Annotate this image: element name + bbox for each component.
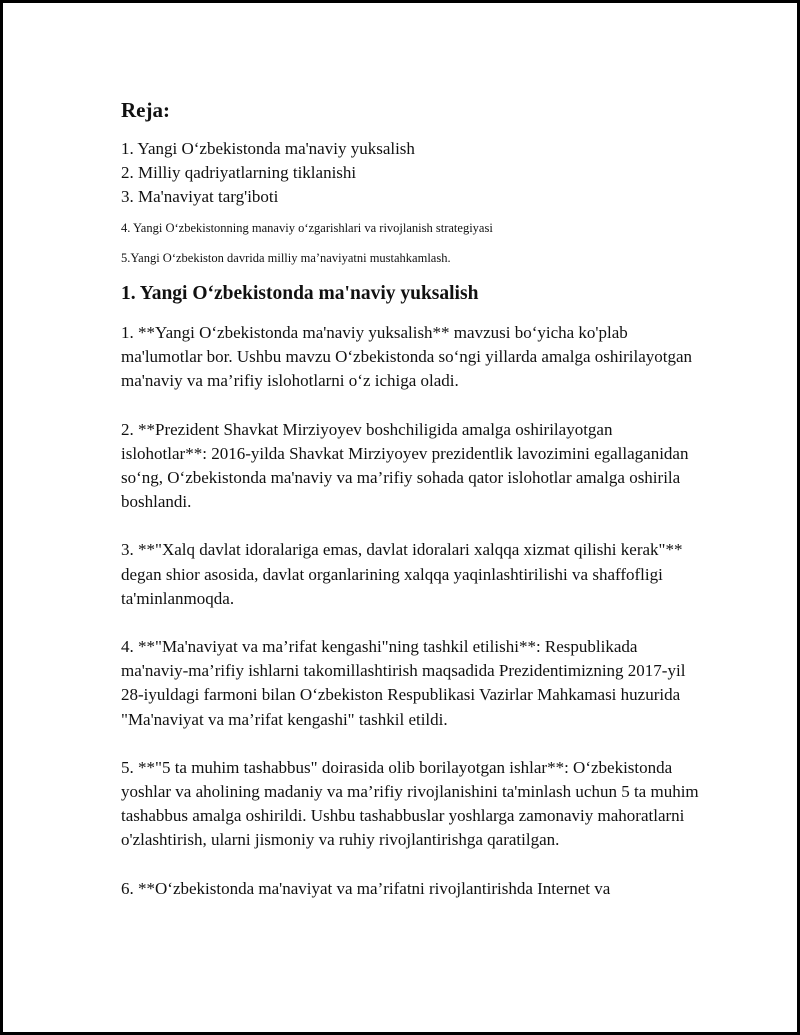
plan-item-3: 3. Ma'naviyat targ'iboti <box>121 187 279 206</box>
paragraph-6: 6. **O‘zbekistonda ma'naviyat va ma’rifatni rivojlantirishda Internet va <box>121 878 611 898</box>
section-heading: 1. Yangi O‘zbekistonda ma'naviy yuksalish <box>121 283 479 304</box>
paragraph-4: 4. **"Ma'naviyat va ma’rifat kengashi"ning tashkil etilishi**: Respublikada ma'naviy-ma’rifiy ishlarni takomillashtirish maqsadida Prezidentimizning 2017-yil 28-iyuldagi farmoni bilan O‘zbekiston Respublikasi Vazirlar Mahkamasi huzurida "Ma'naviyat va ma’rifat kengashi" tashkil etildi. <box>121 637 686 729</box>
paragraph-5: 5. **"5 ta muhim tashabbus" doirasida olib borilayotgan ishlar**: O‘zbekistonda yoshlar va aholining madaniy va ma’rifiy rivojlanishini ta'minlash uchun 5 ta muhim tashabbus amalga oshirildi. Ushbu tashabbuslar yoshlarga zamonaviy mahoratlarni o'zlashtirish, ularni jismoniy va ruhiy rivojlantirishga qaratilgan. <box>121 757 699 850</box>
plan-title: Reja: <box>121 98 170 122</box>
document-content <box>121 97 701 901</box>
paragraph-2: 2. **Prezident Shavkat Mirziyoyev boshchiligida amalga oshirilayotgan islohotlar**: 2016-yilda Shavkat Mirziyoyev prezidentlik lavozimini egallaganidan so‘ng, O‘zbekistonda ma'naviy va ma’rifiy sohada qator islohotlar amalga oshirila boshlandi. <box>121 419 689 512</box>
plan-item-1: 1. Yangi O‘zbekistonda ma'naviy yuksalish <box>121 139 415 158</box>
plan-item-2: 2. Milliy qadriyatlarning tiklanishi <box>121 163 357 182</box>
paragraph-1: 1. **Yangi O‘zbekistonda ma'naviy yuksalish** mavzusi bo‘yicha ko'plab ma'lumotlar bor. Ushbu mavzu O‘zbekistonda so‘ngi yillarda amalga oshirilayotgan ma'naviy va ma’rifiy islohotlarni o‘z ichiga oladi. <box>121 323 693 391</box>
plan-item-5: 5.Yangi O‘zbekiston davrida milliy ma’naviyatni mustahkamlash. <box>121 251 451 265</box>
plan-item-4: 4. Yangi O‘zbekistonning manaviy o‘zgarishlari va rivojlanish strategiyasi <box>121 221 493 235</box>
paragraph-3: 3. **"Xalq davlat idoralariga emas, davlat idoralari xalqqa xizmat qilishi kerak"** degan shior asosida, davlat organlarining xalqqa yaqinlashtirilishi va shaffofligi ta'minlanmoqda. <box>121 540 683 608</box>
